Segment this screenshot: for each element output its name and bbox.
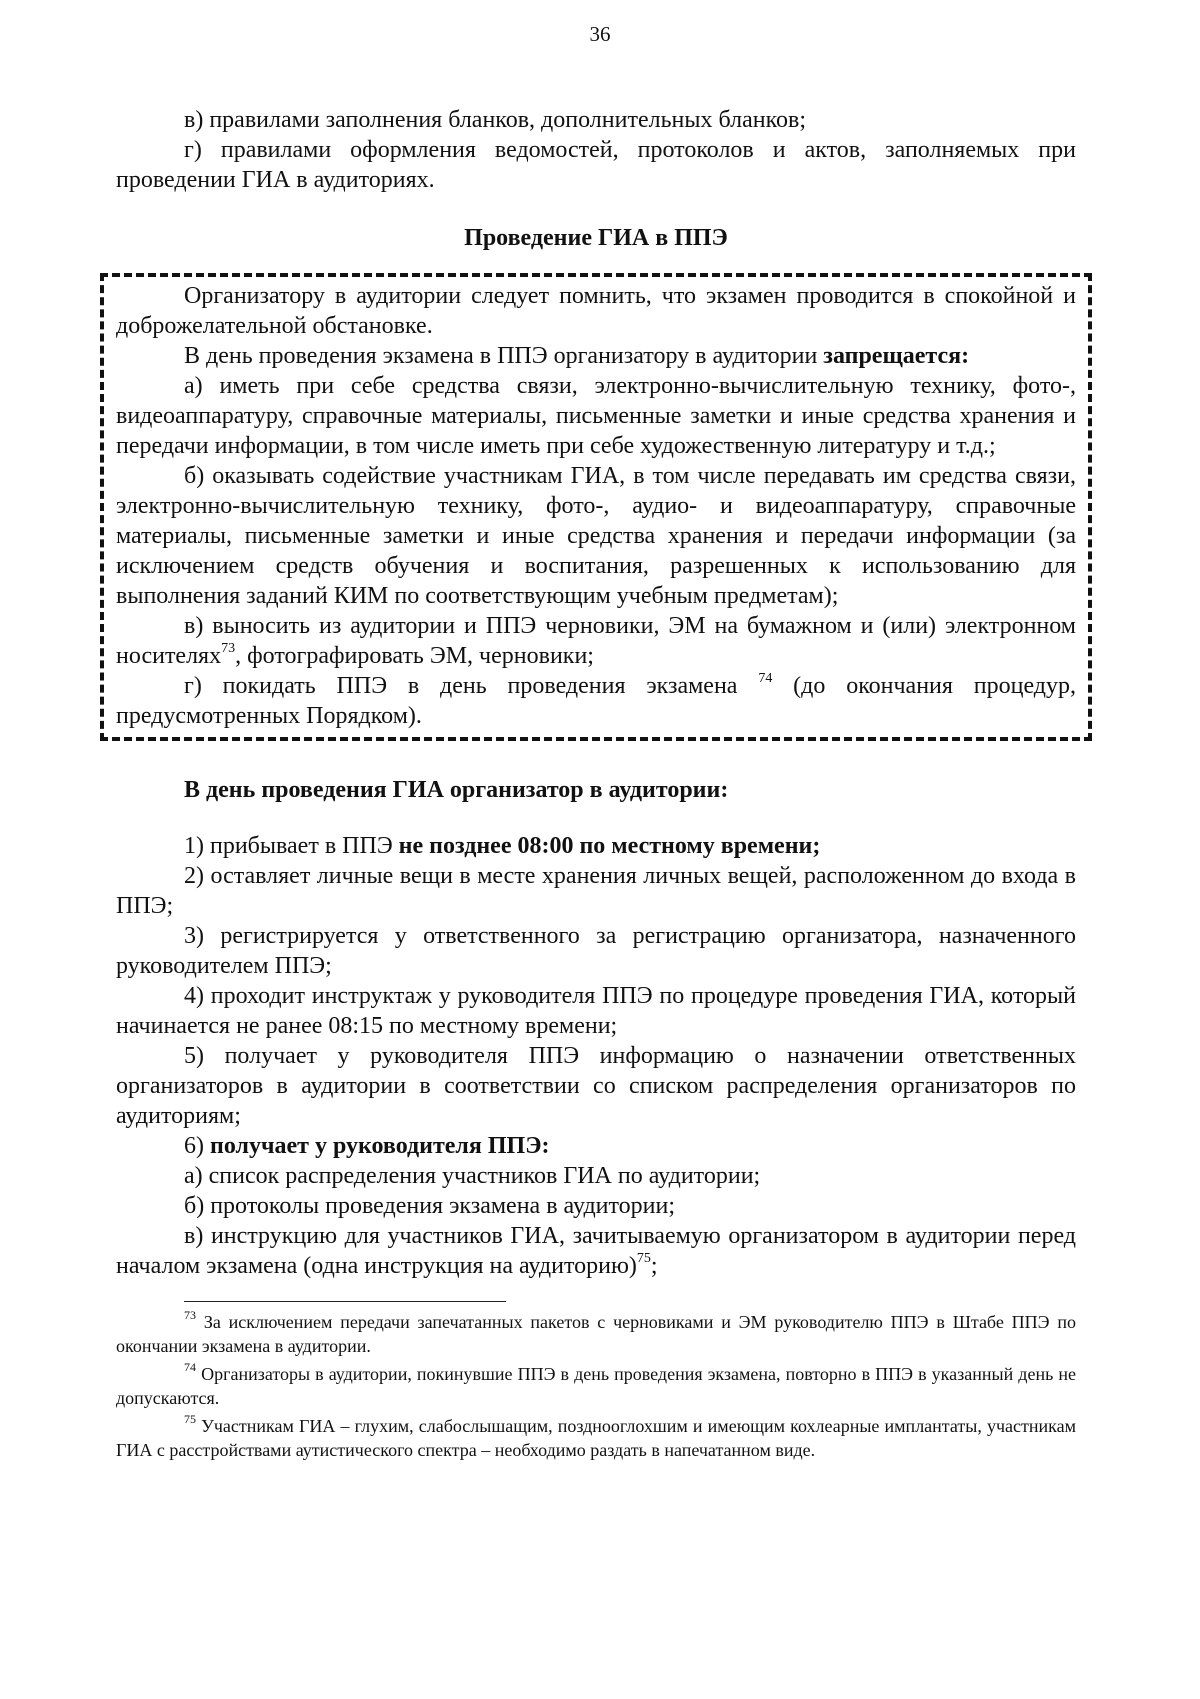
box-paragraph-1: Организатору в аудитории следует помнить, что экзамен проводится в спокойной и доброжелательной обстановке. [116,283,1076,339]
box-item-g-suffix: (до окончания процедур, предусмотренных Порядком). [116,673,1077,729]
box-item-a: а) иметь при себе средства связи, электронно-вычислительную технику, фото-, видеоаппаратуру, справочные материалы, письменные заметки и иные средства хранения и передачи информации, в том числе иметь при себе художественную литературу и т.д.; [116,373,1076,459]
step-6-a: а) список распределения участников ГИА по аудитории; [184,1163,761,1189]
box-item-v [116,611,1076,671]
footnote-number: 73 [184,1308,196,1322]
footnote-73 [116,1310,1076,1358]
box-item-v-text: в) выносить из аудитории и ППЭ черновики, ЭМ на бумажном и (или) электронном носителях [116,613,1076,669]
prohibited-label: запрещается: [823,343,970,369]
box-paragraph-2-text: В день проведения экзамена в ППЭ организатору в аудитории [184,343,824,369]
page-content [116,105,1076,1466]
step-5: 5) получает у руководителя ППЭ информацию о назначении ответственных организаторов в аудитории в соответствии со списком распределения организаторов по аудиториям; [116,1043,1076,1129]
footnote-text: Организаторы в аудитории, покинувшие ППЭ в день проведения экзамена, повторно в ППЭ в указанный день не допускаются. [116,1364,1076,1408]
step-6 [116,1131,1076,1161]
box-item-v-suffix: , фотографировать ЭМ, черновики; [235,643,594,669]
box-item-g-text: г) покидать ППЭ в день проведения экзамена [184,673,759,699]
page-number: 36 [589,22,611,46]
box-paragraph-2 [116,341,1076,371]
step-6-v-suffix: ; [650,1253,658,1279]
step-6-text: 6) [184,1133,210,1159]
box-item-g [116,671,1076,731]
step-3: 3) регистрируется у ответственного за регистрацию организатора, назначенного руководителем ППЭ; [116,923,1076,979]
intro-item-g: г) правилами оформления ведомостей, протоколов и актов, заполняемых при проведении ГИА в аудиториях. [116,137,1076,193]
footnote-text: Участникам ГИА – глухим, слабослышащим, позднооглохшим и имеющим кохлеарные имплантаты, участникам ГИА с расстройствами аутистического спектра – необходимо раздать в напечатанном виде. [116,1416,1076,1460]
box-item-b: б) оказывать содействие участникам ГИА, в том числе передавать им средства связи, электронно-вычислительную технику, фото-, аудио- и видеоаппаратуру, справочные материалы, письменные заметки и иные средства хранения и передачи информации (за исключением средств обучения и воспитания, разрешенных к использованию для выполнения заданий КИМ по соответствующим учебным предметам); [116,463,1076,609]
step-6-b: б) протоколы проведения экзамена в аудитории; [184,1193,676,1219]
step-6-bold: получает у руководителя ППЭ: [210,1133,550,1159]
step-4: 4) проходит инструктаж у руководителя ППЭ по процедуре проведения ГИА, который начинается не ранее 08:15 по местному времени; [116,983,1076,1039]
step-1-text: 1) прибывает в ППЭ [184,833,399,859]
footnote-ref-73[interactable]: 73 [221,641,236,656]
footnote-ref-75[interactable]: 75 [636,1251,651,1266]
prohibitions-box [100,273,1092,741]
footnote-75 [116,1414,1076,1462]
footnote-74 [116,1362,1076,1410]
footnote-number: 74 [184,1360,196,1374]
intro-item-v: в) правилами заполнения бланков, дополнительных бланков; [184,107,807,133]
footnote-number: 75 [184,1412,196,1426]
section-title: Проведение ГИА в ППЭ [464,225,728,251]
step-2: 2) оставляет личные вещи в месте хранения личных вещей, расположенном до входа в ППЭ; [116,863,1076,919]
step-6-v-text: в) инструкцию для участников ГИА, зачитываемую организатором в аудитории перед началом экзамена (одна инструкция на аудиторию) [116,1223,1076,1279]
footnote-separator [184,1301,506,1302]
day-heading: В день проведения ГИА организатор в аудитории: [184,777,729,803]
footnote-text: За исключением передачи запечатанных пакетов с черновиками и ЭМ руководителю ППЭ в Штабе ППЭ по окончании экзамена в аудитории. [116,1312,1076,1356]
step-6-v [116,1221,1076,1281]
step-1-bold: не позднее 08:00 по местному времени; [398,833,821,859]
footnote-ref-74[interactable]: 74 [758,671,773,686]
step-1 [116,831,1076,861]
